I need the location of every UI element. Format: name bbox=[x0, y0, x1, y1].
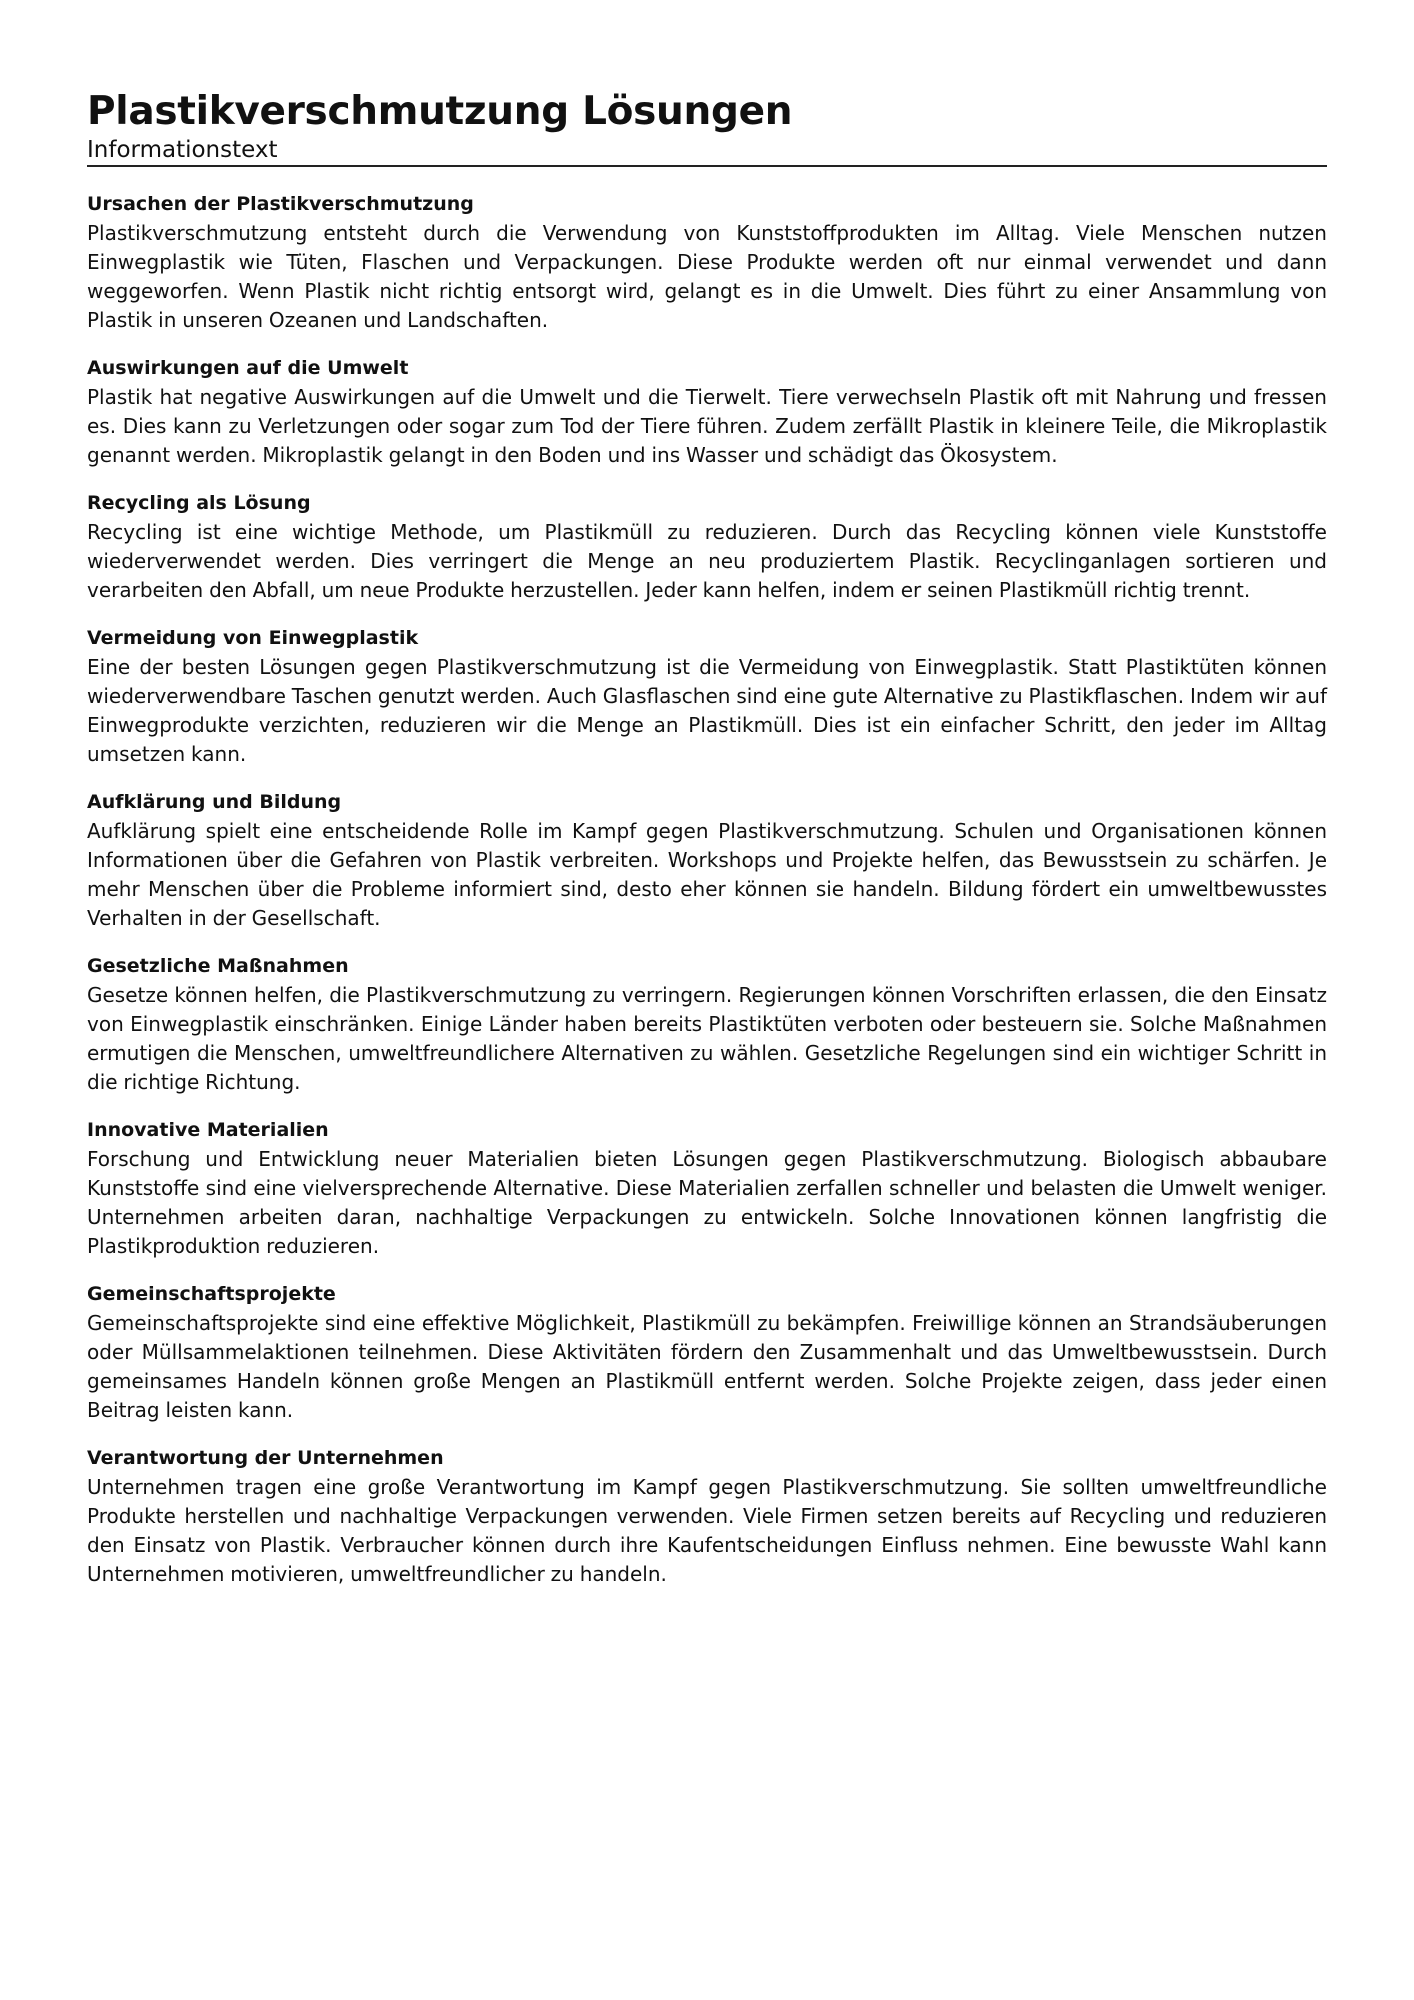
section-heading: Gemeinschaftsprojekte bbox=[87, 1283, 336, 1305]
section-body: Aufklärung spielt eine entscheidende Rolle im Kampf gegen Plastikverschmutzung. Schulen und Organisationen können Informationen über die Gefahren von Plastik verbreiten. Workshops und Projekte helfen, das Bewusstsein zu schärfen. Je mehr Menschen über die Probleme informiert sind, desto eher können sie handeln. Bildung fördert ein umweltbewusstes Verhalten in der Gesellschaft. bbox=[87, 819, 1327, 930]
section-body: Gemeinschaftsprojekte sind eine effektive Möglichkeit, Plastikmüll zu bekämpfen. Freiwillige können an Strandsäuberungen oder Müllsammelaktionen teilnehmen. Diese Aktivitäten fördern den Zusammenhalt und das Umweltbewusstsein. Durch gemeinsames Handeln können große Mengen an Plastikmüll entfernt werden. Solche Projekte zeigen, dass jeder einen Beitrag leisten kann. bbox=[87, 1311, 1327, 1422]
section-body: Plastikverschmutzung entsteht durch die Verwendung von Kunststoffprodukten im Alltag. Viele Menschen nutzen Einwegplastik wie Tüten, Flaschen und Verpackungen. Diese Produkte werden oft nur einmal verwendet und dann weggeworfen. Wenn Plastik nicht richtig entsorgt wird, gelangt es in die Umwelt. Dies führt zu einer Ansammlung von Plastik in unseren Ozeanen und Landschaften. bbox=[87, 221, 1327, 332]
document-subtitle: Informationstext bbox=[87, 136, 1327, 167]
section-body: Recycling ist eine wichtige Methode, um Plastikmüll zu reduzieren. Durch das Recycling können viele Kunststoffe wiederverwendet werden. Dies verringert die Menge an neu produziertem Plastik. Recyclinganlagen sortieren und verarbeiten den Abfall, um neue Produkte herzustellen. Jeder kann helfen, indem er seinen Plastikmüll richtig trennt. bbox=[87, 520, 1327, 602]
section-heading: Verantwortung der Unternehmen bbox=[87, 1447, 444, 1469]
section-recycling bbox=[87, 489, 1327, 605]
section-gesetze bbox=[87, 952, 1327, 1097]
section-ursachen bbox=[87, 190, 1327, 335]
section-body: Forschung und Entwicklung neuer Materialien bieten Lösungen gegen Plastikverschmutzung. Biologisch abbaubare Kunststoffe sind eine vielversprechende Alternative. Diese Materialien zerfallen schneller und belasten die Umwelt weniger. Unternehmen arbeiten daran, nachhaltige Verpackungen zu entwickeln. Solche Innovationen können langfristig die Plastikproduktion reduzieren. bbox=[87, 1147, 1327, 1258]
section-heading: Auswirkungen auf die Umwelt bbox=[87, 357, 409, 379]
section-heading: Recycling als Lösung bbox=[87, 492, 311, 514]
section-unternehmen bbox=[87, 1444, 1327, 1589]
section-body: Eine der besten Lösungen gegen Plastikverschmutzung ist die Vermeidung von Einwegplastik. Statt Plastiktüten können wiederverwendbare Taschen genutzt werden. Auch Glasflaschen sind eine gute Alternative zu Plastikflaschen. Indem wir auf Einwegprodukte verzichten, reduzieren wir die Menge an Plastikmüll. Dies ist ein einfacher Schritt, den jeder im Alltag umsetzen kann. bbox=[87, 655, 1327, 766]
section-materialien bbox=[87, 1116, 1327, 1261]
section-heading: Aufklärung und Bildung bbox=[87, 791, 342, 813]
section-heading: Ursachen der Plastikverschmutzung bbox=[87, 193, 474, 215]
section-heading: Innovative Materialien bbox=[87, 1119, 329, 1141]
section-gemeinschaft bbox=[87, 1280, 1327, 1425]
section-vermeidung bbox=[87, 624, 1327, 769]
section-body: Gesetze können helfen, die Plastikverschmutzung zu verringern. Regierungen können Vorschriften erlassen, die den Einsatz von Einwegplastik einschränken. Einige Länder haben bereits Plastiktüten verboten oder besteuern sie. Solche Maßnahmen ermutigen die Menschen, umweltfreundlichere Alternativen zu wählen. Gesetzliche Regelungen sind ein wichtiger Schritt in die richtige Richtung. bbox=[87, 983, 1327, 1094]
section-heading: Vermeidung von Einwegplastik bbox=[87, 627, 419, 649]
section-body: Plastik hat negative Auswirkungen auf die Umwelt und die Tierwelt. Tiere verwechseln Plastik oft mit Nahrung und fressen es. Dies kann zu Verletzungen oder sogar zum Tod der Tiere führen. Zudem zerfällt Plastik in kleinere Teile, die Mikroplastik genannt werden. Mikroplastik gelangt in den Boden und ins Wasser und schädigt das Ökosystem. bbox=[87, 385, 1327, 467]
section-heading: Gesetzliche Maßnahmen bbox=[87, 955, 349, 977]
section-auswirkungen bbox=[87, 354, 1327, 470]
section-aufklaerung bbox=[87, 788, 1327, 933]
document-title: Plastikverschmutzung Lösungen bbox=[87, 89, 793, 134]
document-page bbox=[87, 88, 1327, 1608]
section-body: Unternehmen tragen eine große Verantwortung im Kampf gegen Plastikverschmutzung. Sie sollten umweltfreundliche Produkte herstellen und nachhaltige Verpackungen verwenden. Viele Firmen setzen bereits auf Recycling und reduzieren den Einsatz von Plastik. Verbraucher können durch ihre Kaufentscheidungen Einfluss nehmen. Eine bewusste Wahl kann Unternehmen motivieren, umweltfreundlicher zu handeln. bbox=[87, 1475, 1327, 1586]
document-content bbox=[87, 190, 1327, 1589]
